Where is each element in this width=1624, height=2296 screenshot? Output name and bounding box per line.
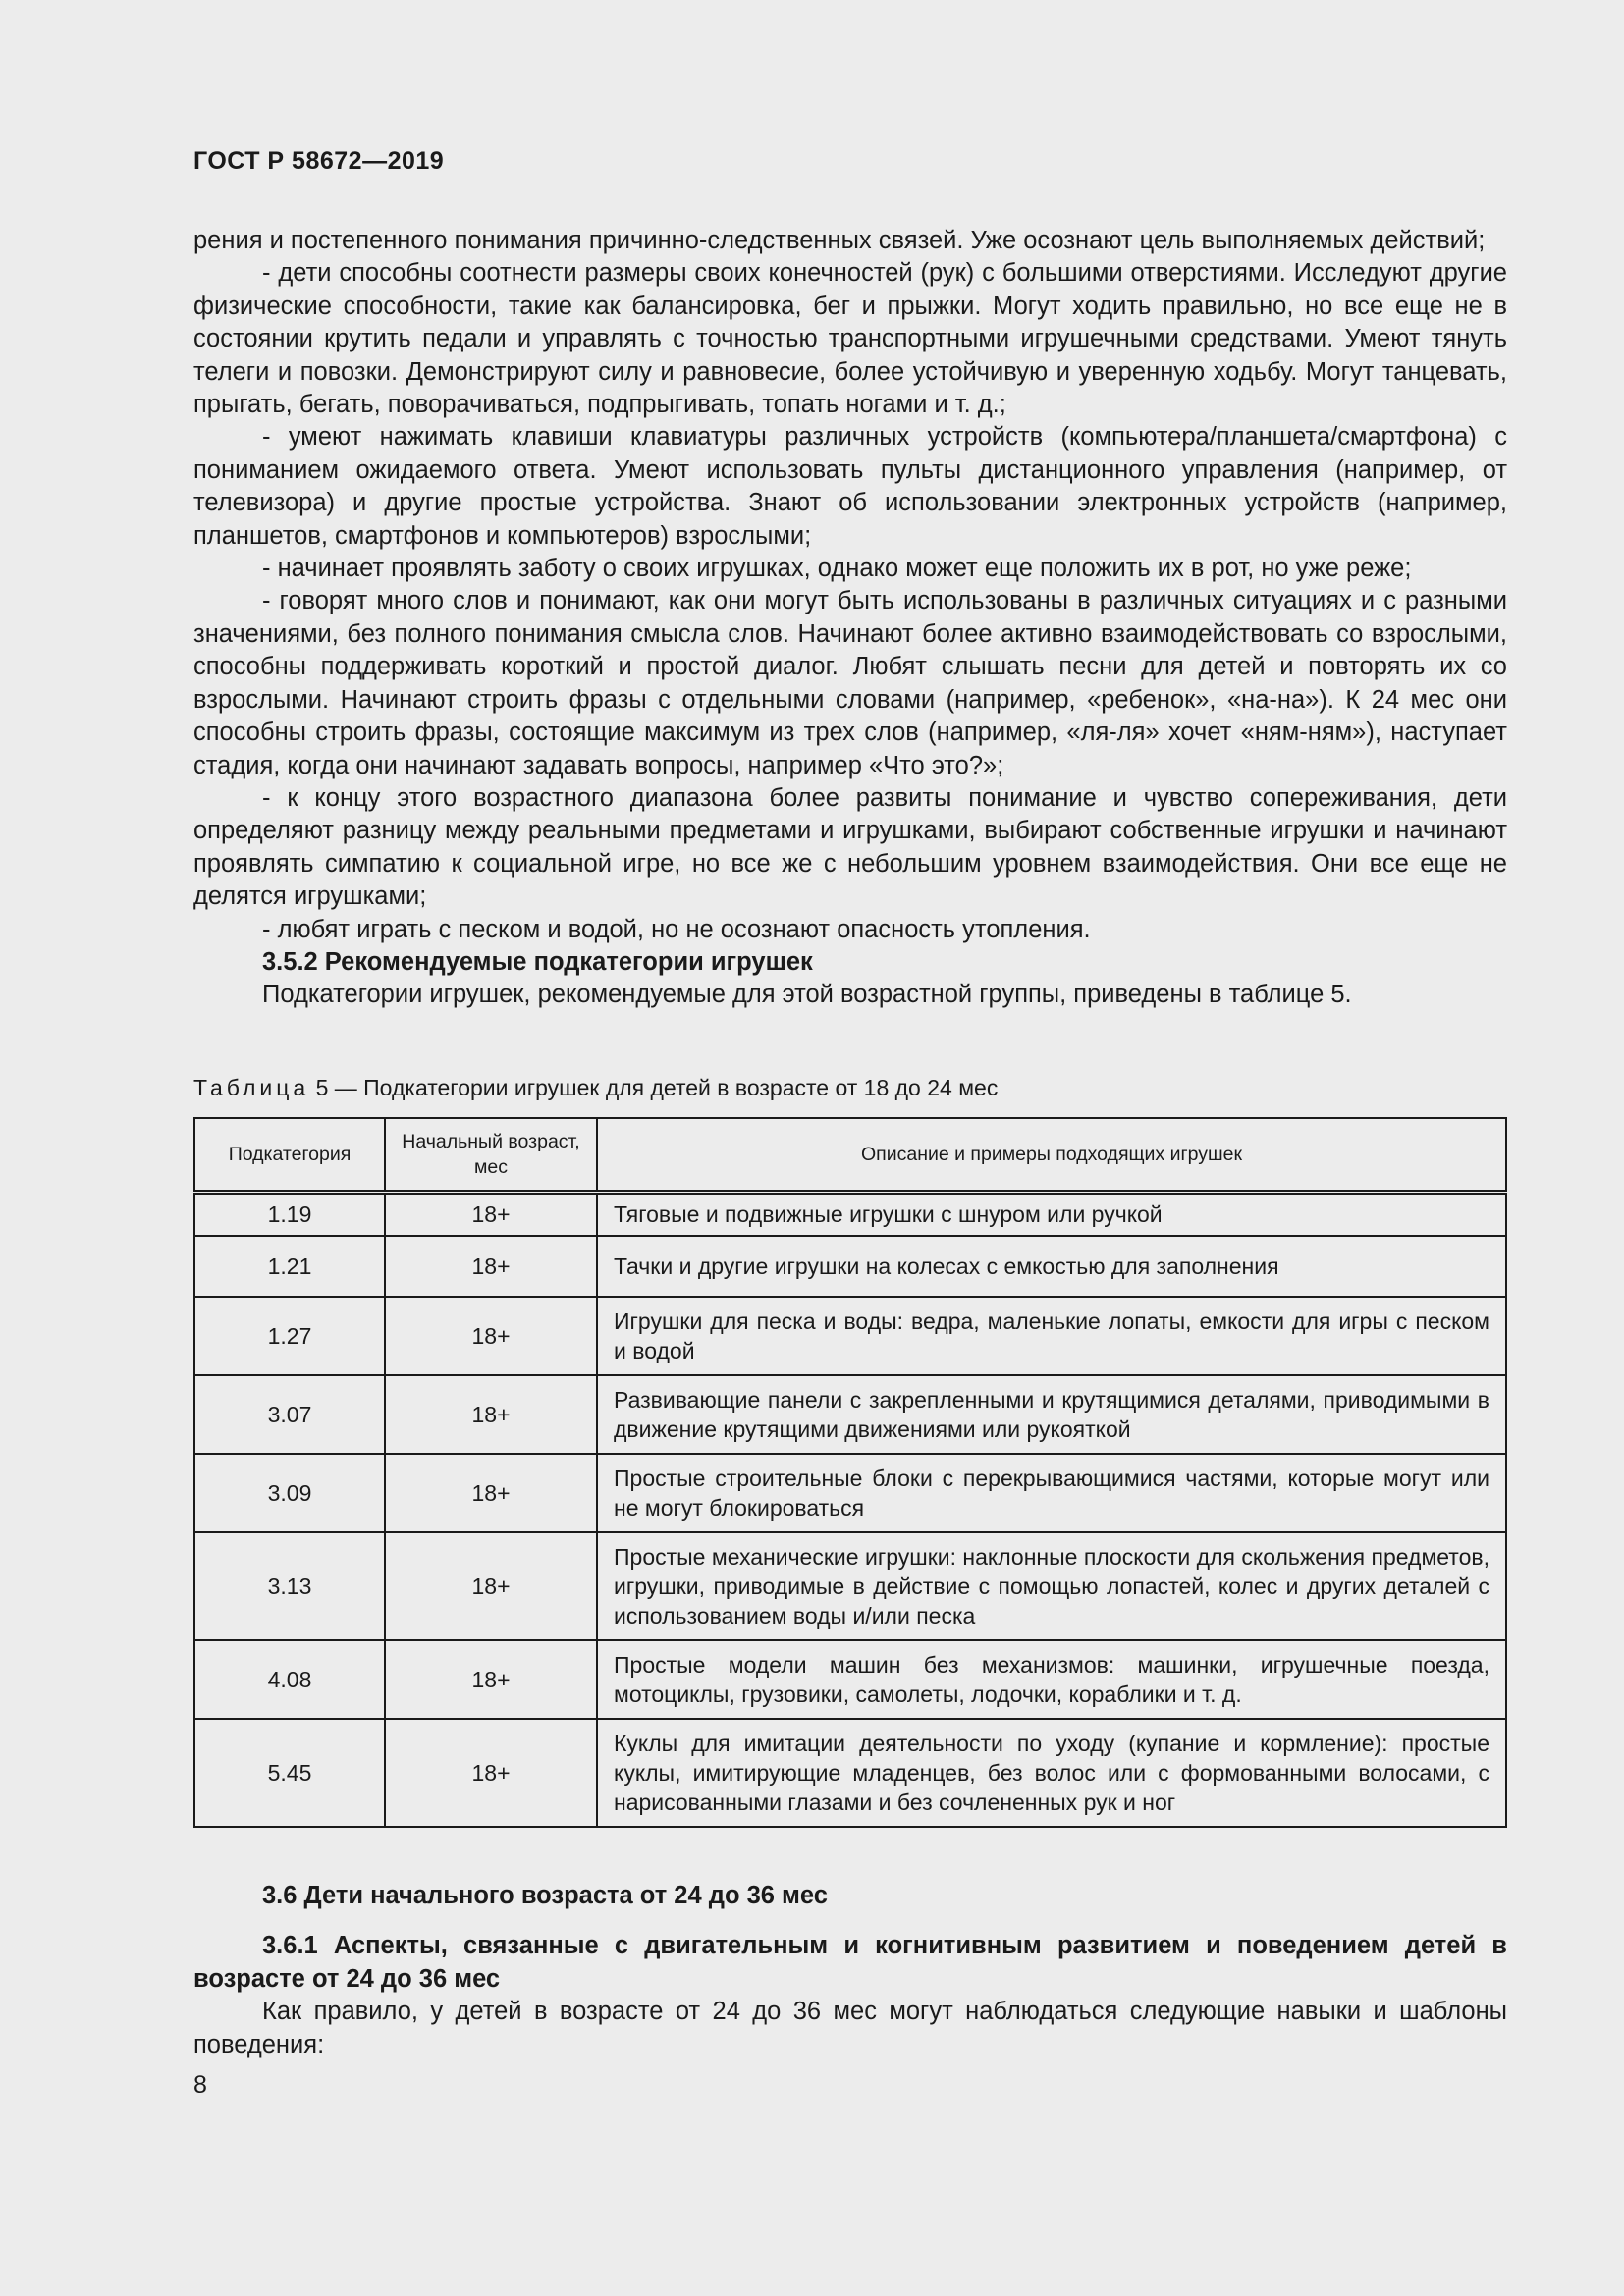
start-age-cell: 18+ [385,1193,597,1236]
table-caption-label: Таблица [193,1075,310,1100]
section-3-6 [193,1880,1507,2061]
description-cell: Простые модели машин без механизмов: машинки, игрушечные поезда, мотоциклы, грузовики, самолеты, лодочки, кораблики и т. д. [597,1640,1506,1719]
table-header-row [194,1118,1506,1193]
description-cell: Тачки и другие игрушки на колесах с емкостью для заполнения [597,1236,1506,1297]
table-row [194,1193,1506,1236]
start-age-cell: 18+ [385,1297,597,1375]
table-caption-title: 5 — Подкатегории игрушек для детей в возрасте от 18 до 24 мес [309,1075,999,1100]
header-start-age: Начальный возраст, мес [385,1118,597,1193]
subcategory-code-cell: 1.27 [194,1297,385,1375]
body-paragraph: - умеют нажимать клавиши клавиатуры различных устройств (компьютера/планшета/смартфона) с пониманием ожидаемого ответа. Умеют использовать пульты дистанционного управления (например, от телевизора) и другие простые устройства. Знают об использовании электронных устройств (например, планшетов, смартфонов и компьютеров) взрослыми; [193,423,1507,550]
subsection-heading-3-5-2: 3.5.2 Рекомендуемые подкатегории игрушек [262,947,813,976]
page-number: 8 [193,2071,207,2099]
header-subcategory: Подкатегория [194,1118,385,1193]
start-age-cell: 18+ [385,1640,597,1719]
section-heading: 3.6 Дети начального возраста от 24 до 36 мес [262,1882,828,1909]
description-cell: Развивающие панели с закрепленными и крутящимися деталями, приводимыми в движение крутящими движениями или рукояткой [597,1375,1506,1454]
subcategory-code-cell: 3.13 [194,1532,385,1640]
subcategory-code-cell: 3.09 [194,1454,385,1532]
body-paragraph: - любят играть с песком и водой, но не осознают опасность утопления. [262,915,1091,943]
table-body [194,1193,1506,1827]
body-paragraph: - говорят много слов и понимают, как они могут быть использованы в различных ситуациях и с разными значениями, без полного понимания смысла слов. Начинают более активно взаимодействовать со взрослыми, способны поддерживать короткий и простой диалог. Любят слышать песни для детей и повторять их со взрослыми. Начинают строить фразы с отдельными словами (например, «ребенок», «на-на»). К 24 мес они способны строить фразы, состоящие максимум из трех слов (например, «ля-ля» хочет «ням-ням»), наступает стадия, когда они начинают задавать вопросы, например «Что это?»; [193,587,1507,779]
description-cell: Куклы для имитации деятельности по уходу (купание и кормление): простые куклы, имитирующие младенцев, без волос или с формованными волосами, с нарисованными глазами и без сочлененных рук и ног [597,1719,1506,1827]
description-cell: Тяговые и подвижные игрушки с шнуром или ручкой [597,1193,1506,1236]
table-row [194,1454,1506,1532]
table-row [194,1375,1506,1454]
start-age-cell: 18+ [385,1454,597,1532]
header-description: Описание и примеры подходящих игрушек [597,1118,1506,1193]
table-row [194,1532,1506,1640]
body-paragraph: рения и постепенного понимания причинно-следственных связей. Уже осознают цель выполняемых действий; [193,227,1486,254]
start-age-cell: 18+ [385,1375,597,1454]
table-caption [193,1075,998,1101]
toy-subcategories-table [193,1117,1507,1828]
description-cell: Простые строительные блоки с перекрывающимися частями, которые могут или не могут блокироваться [597,1454,1506,1532]
table-row [194,1236,1506,1297]
table-row [194,1719,1506,1827]
description-cell: Игрушки для песка и воды: ведра, маленькие лопаты, емкости для игры с песком и водой [597,1297,1506,1375]
body-paragraph: Подкатегории игрушек, рекомендуемые для этой возрастной группы, приведены в таблице 5. [262,981,1352,1009]
body-text [193,225,1507,1012]
section-intro: Как правило, у детей в возрасте от 24 до 36 мес могут наблюдаться следующие навыки и шаблоны поведения: [193,1998,1507,2058]
body-paragraph: - начинает проявлять заботу о своих игрушках, однако может еще положить их в рот, но уже реже; [262,555,1412,583]
subsection-heading: 3.6.1 Аспекты, связанные с двигательным и когнитивным развитием и поведением детей в возрасте от 24 до 36 мес [193,1932,1507,1993]
subcategory-code-cell: 1.19 [194,1193,385,1236]
subcategory-code-cell: 4.08 [194,1640,385,1719]
subcategory-code-cell: 3.07 [194,1375,385,1454]
body-paragraph: - к концу этого возрастного диапазона более развиты понимание и чувство сопереживания, дети определяют разницу между реальными предметами и игрушками, выбирают собственные игрушки и начинают проявлять симпатию к социальной игре, но все же с небольшим уровнем взаимодействия. Они все еще не делятся игрушками; [193,783,1507,911]
body-paragraph: - дети способны соотнести размеры своих конечностей (рук) с большими отверстиями. Исследуют другие физические способности, такие как балансировка, бег и прыжки. Могут ходить правильно, но все еще не в состоянии крутить педали и управлять с точностью транспортными игрушечными средствами. Умеют тянуть телеги и повозки. Демонстрируют силу и равновесие, более устойчивую и уверенную ходьбу. Могут танцевать, прыгать, бегать, поворачиваться, подпрыгивать, топать ногами и т. д.; [193,259,1507,419]
subcategory-code-cell: 5.45 [194,1719,385,1827]
start-age-cell: 18+ [385,1236,597,1297]
start-age-cell: 18+ [385,1719,597,1827]
subcategory-code-cell: 1.21 [194,1236,385,1297]
start-age-cell: 18+ [385,1532,597,1640]
table-row [194,1640,1506,1719]
description-cell: Простые механические игрушки: наклонные плоскости для скольжения предметов, игрушки, приводимые в действие с помощью лопастей, колес и других деталей с использованием воды и/или песка [597,1532,1506,1640]
document-header: ГОСТ Р 58672—2019 [193,147,445,175]
table-row [194,1297,1506,1375]
